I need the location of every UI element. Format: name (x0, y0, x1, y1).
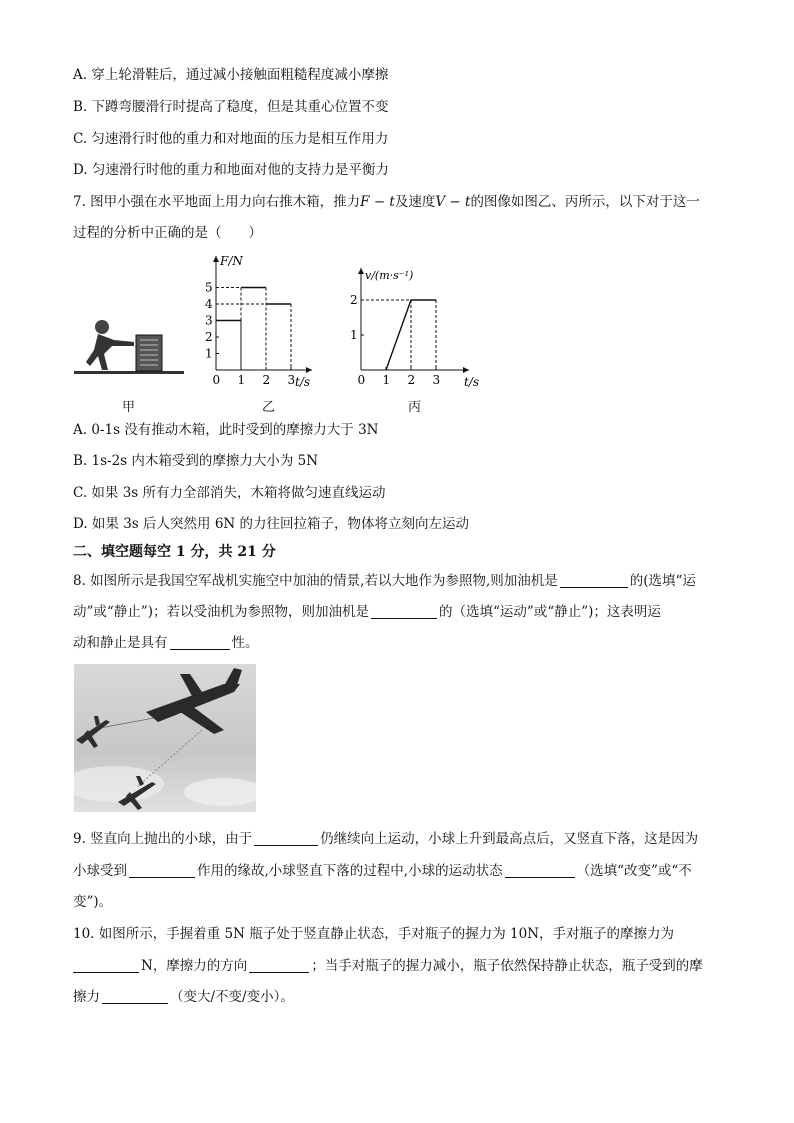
x-tick-label: 2 (262, 373, 271, 387)
x-tick-label: 3 (287, 373, 296, 387)
q7-stem-line2: 过程的分析中正确的是（ ） (73, 225, 262, 241)
v-t-symbol: V − t (435, 194, 471, 210)
q7-option-d: D. 如果 3s 后人突然用 6N 的力往回拉箱子，物体将立刻向左运动 (73, 516, 470, 532)
x-tick-label: 0 (357, 373, 366, 387)
q6-option-b: B. 下蹲弯腰滑行时提高了稳度，但是其重心位置不变 (73, 99, 389, 115)
x-axis-arrow (463, 367, 469, 373)
q10-line2: N，摩擦力的方向 ；当手对瓶子的握力减小，瓶子依然保持静止状态，瓶子受到的摩 (73, 957, 703, 975)
q7-option-b: B. 1s-2s 内木箱受到的摩擦力大小为 5N (73, 453, 319, 469)
boy-pushing-box-figure (74, 318, 184, 380)
caption-yi: 乙 (262, 400, 276, 415)
q10-line3: 擦力 （变大/不变/变小）。 (73, 989, 294, 1005)
y-tick-label: 3 (205, 313, 213, 328)
y-tick-label: 2 (205, 330, 213, 344)
y-tick-label: 1 (205, 346, 213, 361)
q9-line2: 小球受到 作用的缘故,小球竖直下落的过程中,小球的运动状态 （选填“改变”或“不 (73, 863, 692, 879)
q8-line3: 动和静止是具有 性。 (73, 635, 259, 651)
x-tick-label: 1 (382, 373, 391, 387)
section-heading: 二、填空题每空 1 分，共 21 分 (73, 544, 276, 560)
q7-option-a: A. 0-1s 没有推动木箱，此时受到的摩擦力大于 3N (73, 422, 379, 438)
y-axis-arrow (213, 256, 219, 262)
f-t-symbol: F − t (360, 194, 395, 210)
aerial-refuel-photo (74, 664, 256, 812)
q8-blank-1[interactable] (560, 573, 628, 588)
q8-blank-3[interactable] (170, 635, 230, 650)
q10-blank-2[interactable] (249, 958, 309, 973)
f-axis-label: F/N (220, 254, 243, 268)
v-axis-label: v/(m·s⁻¹) (365, 269, 414, 282)
q8-line1: 8. 如图所示是我国空军战机实施空中加油的情景,若以大地作为参照物,则加油机是 的(选填“运 (73, 573, 696, 589)
y-tick-label: 4 (205, 297, 213, 311)
f-t-chart (196, 252, 316, 388)
x-tick-label: 3 (432, 373, 441, 387)
q9-blank-2[interactable] (129, 863, 195, 878)
x-tick-label: 1 (237, 373, 246, 387)
q9-line1: 9. 竖直向上抛出的小球，由于 仍继续向上运动，小球上升到最高点后，又竖直下落，这是因为 (73, 831, 699, 847)
y-tick-label: 1 (350, 328, 358, 342)
t-axis-label: t/s (295, 375, 311, 388)
caption-bing: 丙 (408, 400, 422, 415)
q10-line1: 10. 如图所示，手握着重 5N 瓶子处于竖直静止状态，手对瓶子的握力为 10N，手对瓶子的摩擦力为 (73, 926, 675, 942)
x-tick-label: 2 (407, 373, 416, 387)
x-axis-arrow (306, 367, 312, 373)
q9-blank-3[interactable] (505, 863, 575, 878)
q10-blank-3[interactable] (102, 989, 168, 1004)
y-tick-label: 2 (350, 293, 358, 307)
q10-blank-1[interactable] (73, 958, 139, 973)
q8-line2: 动”或“静止”)；若以受油机为参照物，则加油机是 的（选填“运动”或“静止”)；这表明运 (73, 604, 661, 620)
v-t-chart (344, 262, 480, 388)
q6-option-a: A. 穿上轮滑鞋后，通过减小接触面粗糙程度减小摩擦 (73, 67, 389, 83)
q6-option-d: D. 匀速滑行时他的重力和地面对他的支持力是平衡力 (73, 162, 389, 178)
q9-line3: 变”)。 (73, 894, 113, 910)
q7-stem-line1: 7. 图甲小强在水平地面上用力向右推木箱，推力F − t及速度V − t的图像如图乙、丙所示，以下对于这一 (73, 194, 700, 210)
y-tick-label: 5 (205, 280, 213, 295)
y-axis-arrow (358, 268, 364, 274)
q7-option-c: C. 如果 3s 所有力全部消失，木箱将做匀速直线运动 (73, 485, 386, 501)
q8-blank-2[interactable] (371, 604, 437, 619)
caption-jia: 甲 (122, 400, 136, 415)
x-tick-label: 0 (212, 373, 221, 387)
q9-blank-1[interactable] (254, 831, 318, 846)
q6-option-c: C. 匀速滑行时他的重力和对地面的压力是相互作用力 (73, 131, 389, 147)
t-axis-label-2: t/s (464, 375, 480, 388)
